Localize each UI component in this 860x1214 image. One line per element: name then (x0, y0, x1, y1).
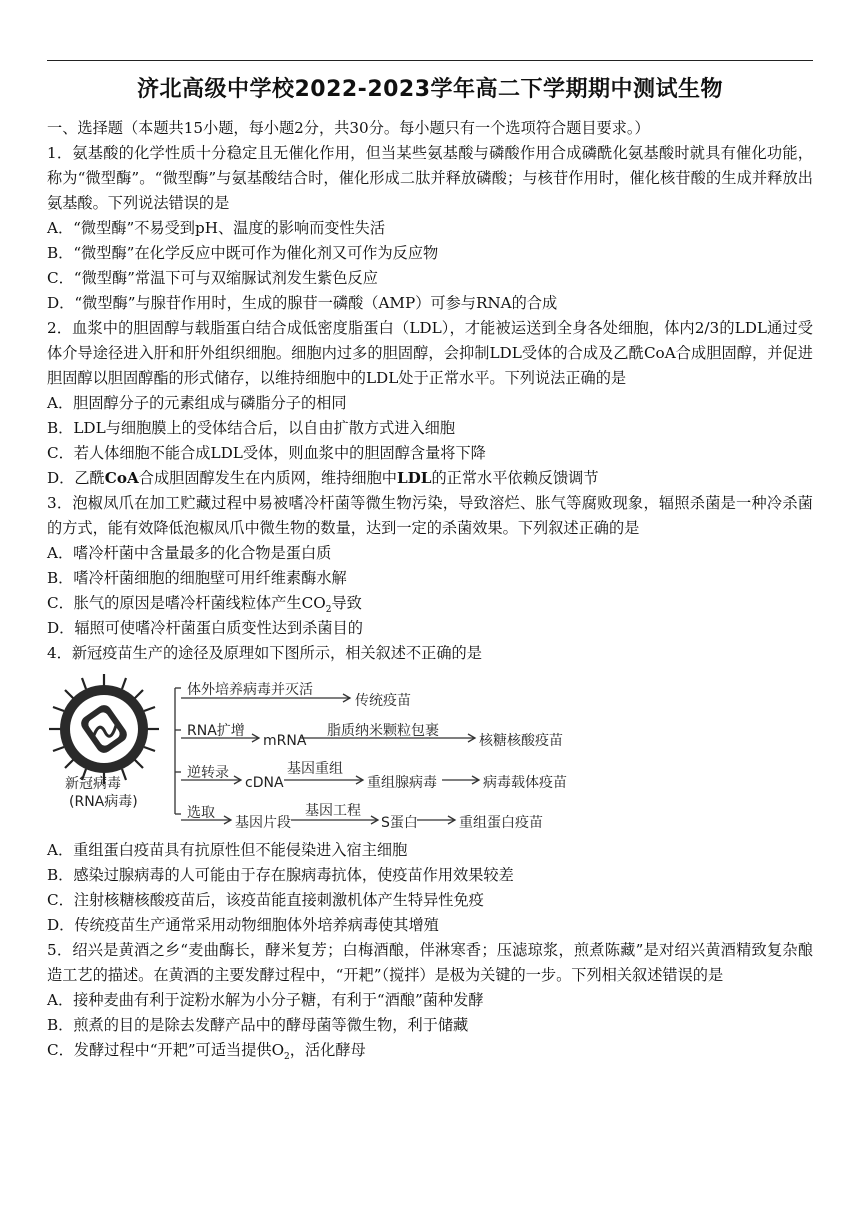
row1-step: 体外培养病毒并灭活 (187, 682, 313, 698)
option-d-text-1: D．乙酰 (47, 469, 105, 487)
row3-mid: cDNA (245, 775, 284, 791)
row1-product: 传统疫苗 (355, 693, 411, 709)
section-heading: 一、选择题（本题共15小题，每小题2分，共30分。每小题只有一个选项符合题目要求。） (47, 119, 650, 137)
virus-icon (49, 674, 159, 784)
row3-mid2: 重组腺病毒 (367, 775, 437, 791)
row3-step2: 基因重组 (287, 761, 343, 777)
question-3-option-c (47, 591, 813, 616)
option-c-text-1: C．胀气的原因是嗜冷杆菌线粒体产生CO (47, 594, 326, 612)
question-1-option-a: A．“微型酶”不易受到pH、温度的影响而变性失活 (47, 219, 386, 237)
question-3-stem: 3．泡椒凤爪在加工贮藏过程中易被嗜冷杆菌等微生物污染，导致溶烂、胀气等腐败现象，辐照杀菌是一种冷杀菌的方式，能有效降低泡椒凤爪中微生物的数量，达到一定的杀菌效果。下列叙述正确的是 (47, 494, 813, 537)
option-d-bold-ldl: LDL (396, 469, 432, 487)
option-c-text-2: ，活化酵母 (289, 1041, 366, 1059)
question-4-option-c: C．注射核糖核酸疫苗后，该疫苗能直接刺激机体产生特异性免疫 (47, 891, 484, 909)
row2-step: RNA扩增 (187, 723, 245, 739)
question-2-option-c: C．若人体细胞不能合成LDL受体，则血浆中的胆固醇含量将下降 (47, 444, 486, 462)
top-rule (47, 60, 813, 61)
row2-step2: 脂质纳米颗粒包裹 (327, 723, 439, 739)
row4-mid2: S蛋白 (381, 815, 418, 831)
row2-mid: mRNA (263, 733, 307, 749)
row4-product: 重组蛋白疫苗 (459, 815, 543, 831)
question-3-option-a: A．嗜冷杆菌中含量最多的化合物是蛋白质 (47, 544, 332, 562)
question-4-stem: 4．新冠疫苗生产的途径及原理如下图所示，相关叙述不正确的是 (47, 644, 482, 662)
virus-label: 新冠病毒 (65, 776, 121, 792)
question-5-option-b: B．煎煮的目的是除去发酵产品中的酵母菌等微生物，利于储藏 (47, 1016, 469, 1034)
row4-mid: 基因片段 (235, 815, 291, 831)
option-d-text-3: 的正常水平依赖反馈调节 (431, 469, 599, 487)
question-5-option-c (47, 1038, 813, 1063)
question-1-option-b: B．“微型酶”在化学反应中既可作为催化剂又可作为反应物 (47, 244, 439, 262)
question-3-option-b: B．嗜冷杆菌细胞的细胞壁可用纤维素酶水解 (47, 569, 347, 587)
question-2-option-b: B．LDL与细胞膜上的受体结合后，以自由扩散方式进入细胞 (47, 419, 456, 437)
option-c-subscript: 2 (284, 1052, 290, 1063)
question-4-option-a: A．重组蛋白疫苗具有抗原性但不能侵染进入宿主细胞 (47, 841, 408, 859)
question-5-stem: 5．绍兴是黄酒之乡“麦曲酶长，酵米复芳；白梅酒酿，伴淋寒香；压滤琼浆，煎煮陈藏”是对绍兴黄酒精致复杂酿造工艺的描述。在黄酒的主要发酵过程中，“开耙”（搅拌）是极为关键的一步。下列相关叙述错误的是 (47, 941, 813, 984)
option-d-text-2: 合成胆固醇发生在内质网，维持细胞中 (138, 469, 397, 487)
option-c-text-1: C．发酵过程中“开耙”可适当提供O (47, 1041, 285, 1059)
option-c-subscript: 2 (325, 605, 332, 616)
exam-content (47, 116, 813, 1063)
option-c-text-2: 导致 (331, 594, 362, 612)
question-3-option-d: D．辐照可使嗜冷杆菌蛋白质变性达到杀菌目的 (47, 619, 363, 637)
question-2-option-d (47, 466, 813, 491)
vaccine-pathway-diagram (47, 672, 813, 832)
virus-type-label: (RNA病毒) (69, 794, 138, 810)
row4-step: 选取 (187, 805, 215, 821)
question-4-option-b: B．感染过腺病毒的人可能由于存在腺病毒抗体，使疫苗作用效果较差 (47, 866, 514, 884)
question-5-option-a: A．接种麦曲有利于淀粉水解为小分子糖，有利于“酒酿”菌种发酵 (47, 991, 484, 1009)
question-1-stem: 1．氨基酸的化学性质十分稳定且无催化作用，但当某些氨基酸与磷酸作用合成磷酰化氨基酸时就具有催化功能，称为“微型酶”。“微型酶”与氨基酸结合时，催化形成二肽并释放磷酸；与核苷作用时，催化核苷酸的生成并释放出氨基酸。下列说法错误的是 (47, 144, 813, 212)
question-2-option-a: A．胆固醇分子的元素组成与磷脂分子的相同 (47, 394, 347, 412)
row3-product: 病毒载体疫苗 (483, 775, 567, 791)
question-4-option-d: D．传统疫苗生产通常采用动物细胞体外培养病毒使其增殖 (47, 916, 439, 934)
question-1-option-d: D．“微型酶”与腺苷作用时，生成的腺苷一磷酸（AMP）可参与RNA的合成 (47, 294, 558, 312)
question-2-stem: 2．血浆中的胆固醇与载脂蛋白结合成低密度脂蛋白（LDL），才能被运送到全身各处细胞，体内2/3的LDL通过受体介导途径进入肝和肝外组织细胞。细胞内过多的胆固醇，会抑制LDL受体的合成及乙酰CoA合成胆固醇，并促进胆固醇以胆固醇酯的形式储存，以维持细胞中的LDL处于正常水平。下列说法正确的是 (47, 319, 813, 387)
question-1-option-c: C．“微型酶”常温下可与双缩脲试剂发生紫色反应 (47, 269, 378, 287)
option-d-bold-coa: CoA (104, 469, 139, 487)
page-title: 济北高级中学校2022-2023学年高二下学期期中测试生物 (136, 77, 724, 102)
row3-step: 逆转录 (187, 765, 229, 781)
row4-step2: 基因工程 (305, 803, 361, 819)
row2-product: 核糖核酸疫苗 (479, 733, 563, 749)
